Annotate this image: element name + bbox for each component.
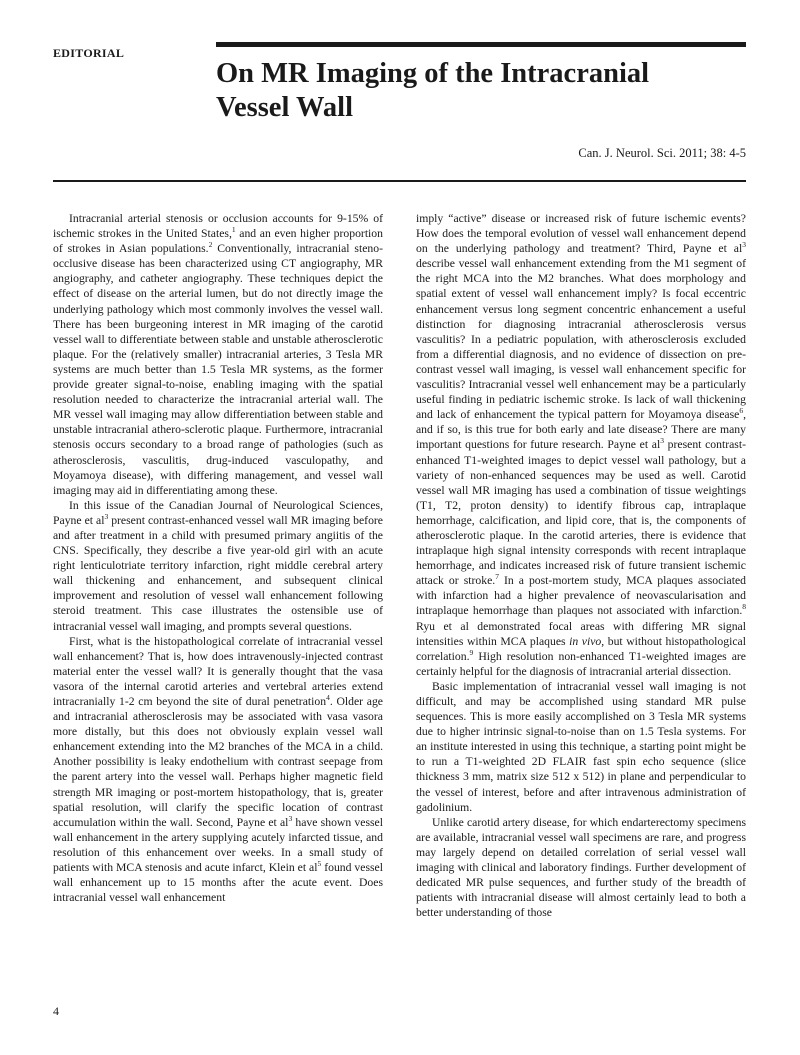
paragraph-implementation: Basic implementation of intracranial vessel wall imaging is not difficult, and may be accomplished using standard MR pulse sequences. This is more easily accomplished on 3 Tesla MR systems due to higher intrinsic signal-to-noise than on 1.5 Tesla systems. For an institute interested in using this technique, a starting point might be to run a T1-weighted 2D FLAIR fast spin echo sequence (slice thickness 3 mm, matrix size 512 x 512) in plane and perpendicular to the vessel of interest, before and after intravenous administration of gadolinium. bbox=[416, 679, 746, 814]
reference-marker: 3 bbox=[104, 511, 109, 521]
journal-citation: Can. J. Neurol. Sci. 2011; 38: 4-5 bbox=[578, 146, 746, 160]
top-rule bbox=[216, 42, 746, 47]
header-rule bbox=[53, 180, 746, 182]
paragraph-continued bbox=[416, 211, 746, 679]
paragraph-case bbox=[53, 498, 383, 634]
paragraph-outlook: Unlike carotid artery disease, for which endarterectomy specimens are available, intracranial vessel wall specimens are rare, and progress may largely depend on detailed correlation of serial vessel wall imaging with clinical and laboratory findings. Further development of dedicated MR pulse sequences, and further study of the breadth of patients with intracranial disease will almost certainly lead to both a better understanding of those bbox=[416, 815, 746, 920]
left-column bbox=[53, 211, 383, 905]
text-run: present contrast-enhanced vessel wall MR imaging before and after treatment in a child with presumed primary angiitis of the CNS. Specifically, they describe a five year-old girl with an acute right lenticulotriate territory infarction, right middle cerebral artery wall thickening and enhancement, and subsequent clinical improvement and resolution of vessel wall enhancement following steroid treatment. This case illustrates the ostensible use of intracranial vessel wall imaging, and prompts several questions. bbox=[53, 513, 383, 633]
italic-term: in vivo bbox=[569, 634, 602, 648]
paragraph-intro bbox=[53, 211, 383, 498]
reference-marker: 8 bbox=[742, 602, 746, 612]
reference-marker: 3 bbox=[288, 813, 293, 823]
text-run: and an even higher proportion of strokes in Asian populations. bbox=[53, 227, 383, 256]
text-run: . Older age and intracranial atherosclerosis may be associated with vasa vasora more distally, but this does not obviously explain vessel wall enhancement extending into the M2 branches of the MCA in a child. Another possibility is leaky endothelium with contrast seepage from the parent artery into the vessel wall. Perhaps higher magnetic field strength MR imaging or post-mortem histopathology, that is, greater spatial resolution, will clarify the specific location of contrast accumulation within the wall. Second, Payne et al bbox=[53, 695, 383, 829]
reference-marker: 2 bbox=[208, 240, 213, 250]
section-label: EDITORIAL bbox=[53, 46, 125, 60]
reference-marker: 3 bbox=[660, 436, 664, 446]
text-run: Intracranial arterial stenosis or occlusion accounts for 9-15% of ischemic strokes in the United States, bbox=[53, 212, 383, 241]
text-run: First, what is the histopathological correlate of intracranial vessel wall enhancement? That is, how does intravenously-injected contrast material enter the vessel wall? It is generally thought that the vasa vasora of the internal carotid arteries and vertebral arteries extend intracranially 1-2 cm beyond the site of dural penetration bbox=[53, 634, 383, 708]
paragraph-questions bbox=[53, 634, 383, 906]
reference-marker: 3 bbox=[742, 240, 746, 250]
title-line-2: Vessel Wall bbox=[216, 92, 353, 123]
reference-marker: 4 bbox=[326, 693, 330, 703]
text-run: , but without histopathological correlation. bbox=[416, 634, 746, 663]
text-run: In this issue of the Canadian Journal of Neurological Sciences, Payne et al bbox=[53, 498, 383, 527]
text-run: describe vessel wall enhancement extending from the M1 segment of the right MCA into the M2 branches. What does morphology and spatial extent of vessel wall enhancement imply? Is focal eccentric enhancement versus long segment concentric enhancement a useful distinction for diagnosing intracranial atherosclerosis versus vasculitis? In a pediatric population, with atherosclerosis excluded from a differential diagnosis, and no evidence of dissection on pre-contrast vessel wall imaging, is vessel wall enhancement specific for vasculitis? Intracranial vessel well enhancement may be a particularly useful finding in pediatric ischemic stroke. Is lack of wall thickening and lack of enhancement the typical pattern for Moyamoya disease bbox=[416, 257, 746, 422]
right-column bbox=[416, 211, 746, 920]
text-run: Ryu et al demonstrated focal areas with differing MR signal intensities within MCA plaques bbox=[416, 619, 746, 648]
reference-marker: 1 bbox=[231, 225, 236, 235]
text-run: Conventionally, intracranial steno-occlusive disease has been characterized using CT angiography, MR angiography, and catheter angiography. These techniques depict the effect of disease on the arterial lumen, but do not directly image the underlying pathology which most commonly involves the vessel wall. There has been burgeoning interest in MR imaging of the carotid vessel wall to differentiate between stable and unstable atherosclerotic plaque. For the (relatively smaller) intracranial arteries, 3 Tesla MR systems are much better than 1.5 Tesla MR systems, as the former provide greater signal-to-noise, enabling imaging with the spatial resolution needed to characterize the intracranial arterial wall. The MR vessel wall imaging may allow differentiation between stable and unstable intracranial athero-sclerotic plaque. Furthermore, intracranial stenosis occurs secondary to a broad range of pathologies (such as atherosclerosis, vasculitis, drug-induced vasculopathy, and Moyamoya disease), with differing management, and vessel wall imaging may aid in differentiating among these. bbox=[53, 242, 383, 497]
text-run: , and if so, is this true for both early and late disease? There are many important questions for future research. Payne et al bbox=[416, 408, 746, 452]
reference-marker: 5 bbox=[317, 859, 322, 869]
text-run: have shown vessel wall enhancement in the artery supplying acutely infarcted tissue, and resolution of this enhancement over weeks. In a small study of patients with MCA stenosis and acute infarct, Klein et al bbox=[53, 815, 383, 875]
reference-marker: 9 bbox=[469, 647, 474, 657]
text-run: found vessel wall enhancement up to 15 months after the acute event. Does intracranial vessel wall enhancement bbox=[53, 861, 383, 905]
page-number: 4 bbox=[53, 1004, 59, 1018]
text-run: In a post-mortem study, MCA plaques associated with infarction had a higher prevalence of neovascularisation and intraplaque hemorrhage than plaques not associated with infarction. bbox=[416, 574, 746, 618]
text-run: High resolution non-enhanced T1-weighted images are certainly helpful for the diagnosis of intracranial arterial dissection. bbox=[416, 649, 746, 678]
article-title bbox=[216, 57, 736, 125]
reference-marker: 6 bbox=[739, 406, 744, 416]
text-run: present contrast-enhanced T1-weighted images to depict vessel wall pathology, but a variety of non-enhanced sequences may be used as well. Carotid vessel wall MR imaging has used a combination of tissue weightings (T1, T2, proton density) to identify fibrous cap, intraplaque hemorrhage, calcification, and lipid core, that is, the components of atherosclerotic plaque. In the carotid arteries, there is evidence that intraplaque high signal intensity corresponds with recent intraplaque hemorrhage, and indicates increased risk of future transient ischemic attack or stroke. bbox=[416, 438, 746, 588]
reference-marker: 7 bbox=[495, 572, 499, 582]
title-line-1: On MR Imaging of the Intracranial bbox=[216, 58, 650, 89]
text-run: imply “active” disease or increased risk of future ischemic events? How does the temporal evolution of vessel wall enhancement depend on the underlying pathology and treatment? Third, Payne et al bbox=[416, 212, 746, 256]
